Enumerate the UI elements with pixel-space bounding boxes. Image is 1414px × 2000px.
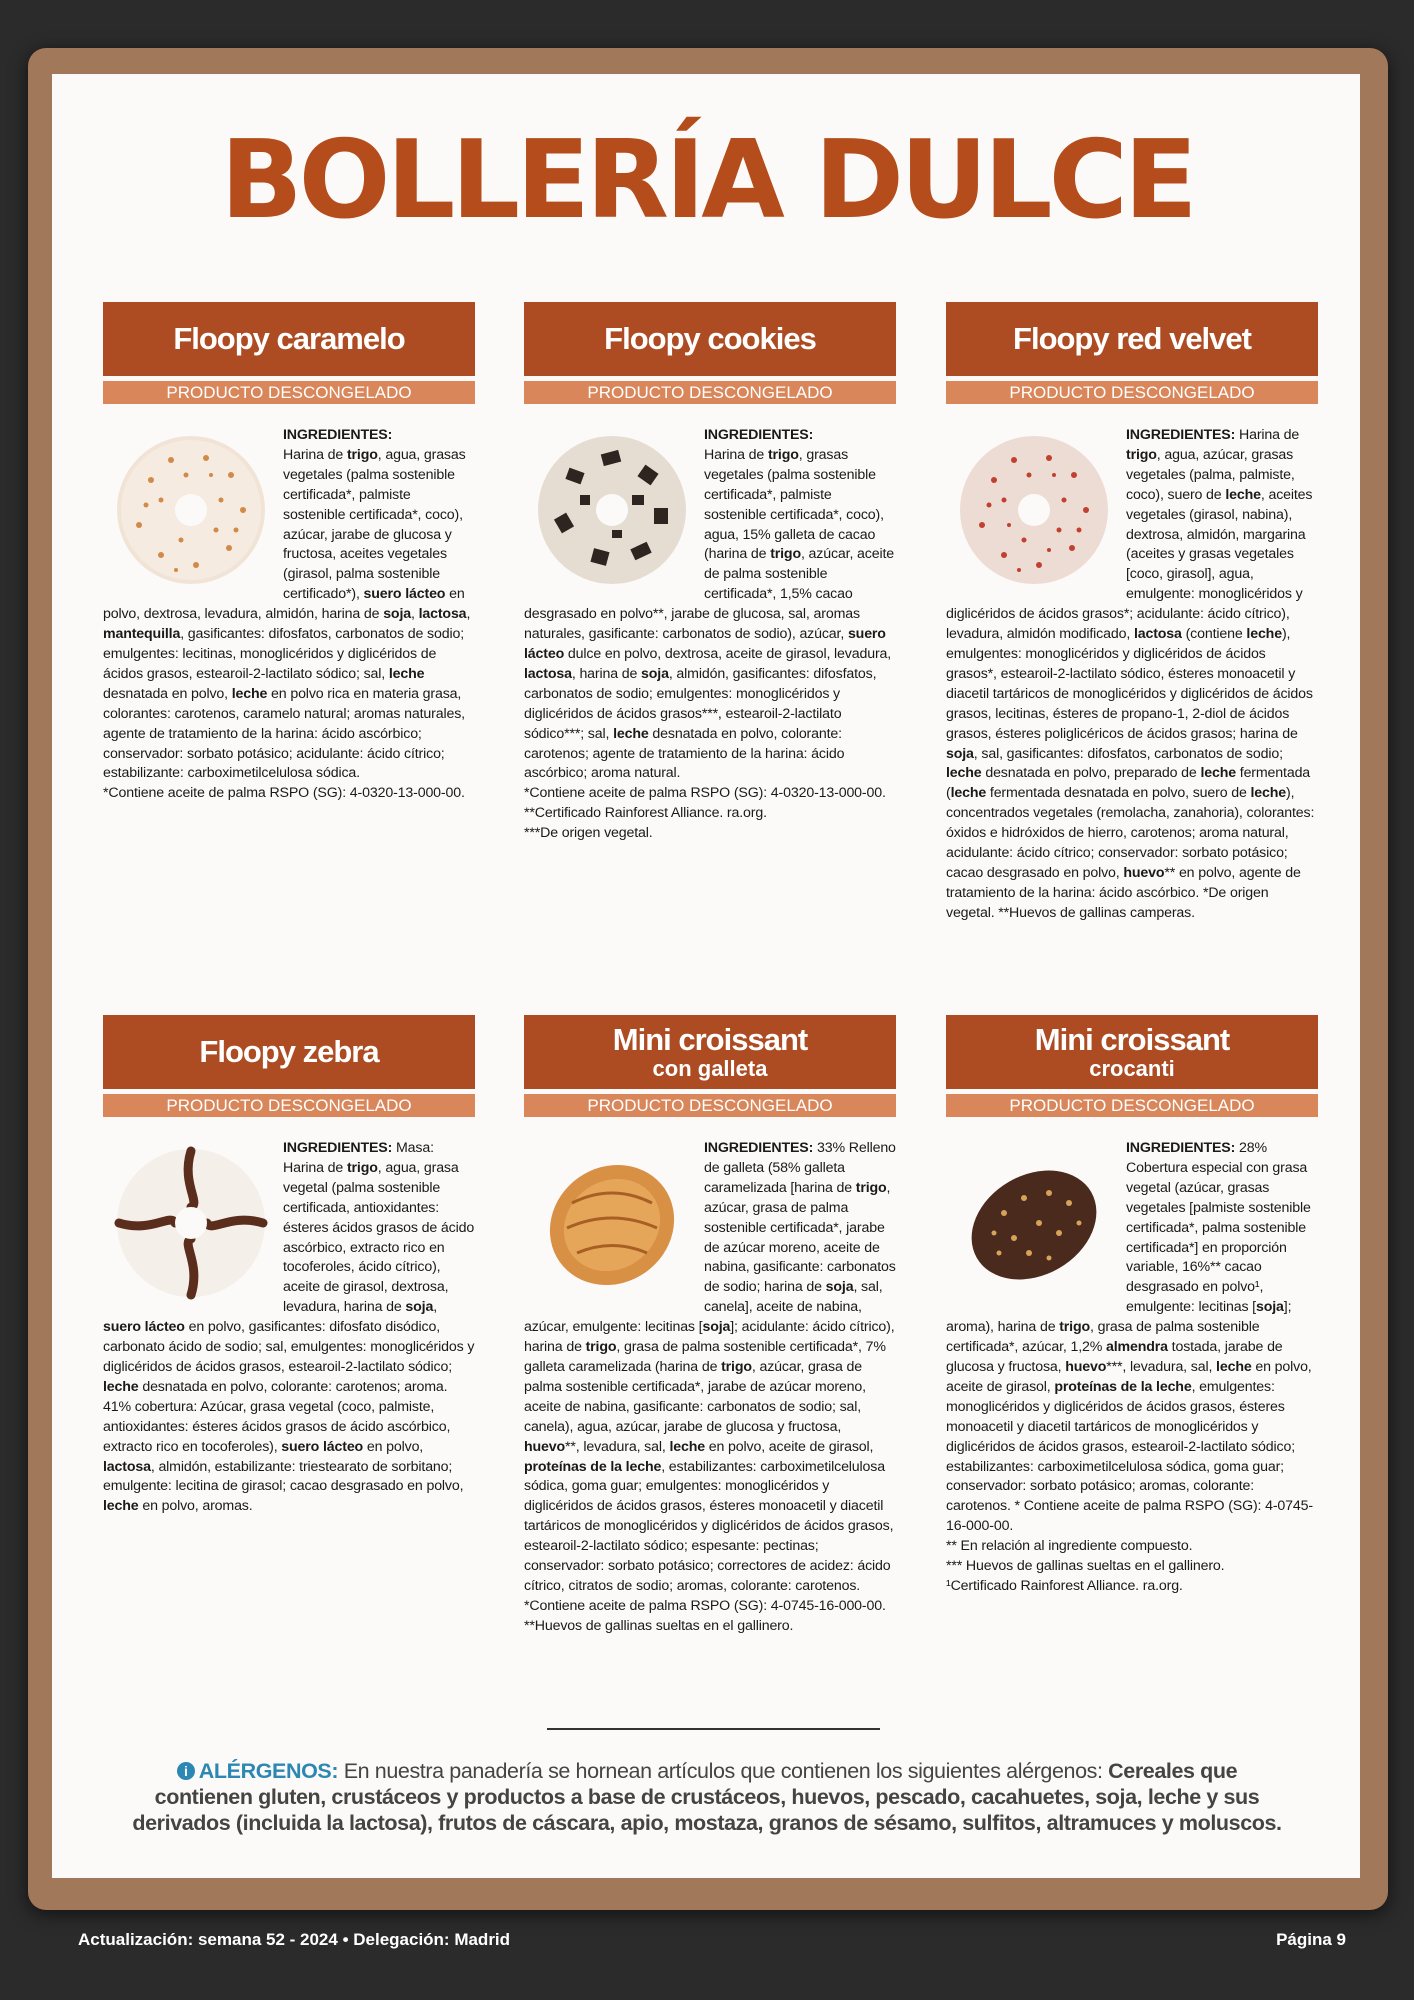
product-subtitle: con galleta — [652, 1056, 768, 1081]
product-name: Floopy red velvet — [1013, 321, 1251, 356]
donut-zebra-image — [111, 1143, 271, 1303]
card-header — [524, 302, 896, 376]
card-header — [524, 1015, 896, 1089]
divider — [547, 1728, 880, 1730]
product-name: Floopy caramelo — [173, 321, 405, 356]
product-card-mini-croissant-galleta — [524, 1015, 896, 1637]
donut-cookies-image — [532, 430, 692, 590]
ingredients-text: INGREDIENTES: Harina de trigo, grasas vegetales (palma sostenible certificada*, palmiste sostenible certificada*, coco), agua, 15% galleta de cacao (harina de trigo, azúcar, aceite de palma sostenible certificada*, 1,5% cacao desgrasado en polvo**, jarabe de glucosa, sal, aromas naturales, gasificante: carbonatos de sodio), azúcar, suero lácteo dulce en polvo, dextrosa, aceite de girasol, levadura, lactosa, harina de soja, almidón, gasificantes: difosfatos, carbonatos de sodio; emulgentes: monoglicéridos y diglicéridos de ácidos grasos***, estearoil-2-lactilato sódico***; sal, leche desnatada en polvo, colorante: carotenos; agente de tratamiento de la harina: ácido ascórbico; aroma natural. *Contiene aceite de palma RSPO (SG): 4-0320-13-000-00. **Certificado Rainforest Alliance. ra.org. ***De origen vegetal. — [524, 427, 894, 842]
ingredients-text: INGREDIENTES: 33% Relleno de galleta (58% galleta caramelizada [harina de trigo, azúcar, grasa de palma sostenible certificada*, jarabe de azúcar moreno, aceite de nabina, gasificante: carbonatos de sodio; harina de soja, sal, canela], aceite de nabina, azúcar, emulgente: lecitinas [soja]; acidulante: ácido cítrico), harina de trigo, grasa de palma sostenible certificada*, 7% galleta caramelizada (harina de trigo, azúcar, grasa de palma sostenible certificada*, jarabe de azúcar moreno, aceite de nabina, gasificante: carbonatos de sodio; sal, canela), agua, azúcar, jarabe de glucosa y fructosa, huevo**, levadura, sal, leche en polvo, aceite de girasol, proteínas de la leche, estabilizantes: carboximetilcelulosa sódica, goma guar; emulgentes: monoglicéridos y diglicéridos de ácidos grasos, ésteres monoacetil y diacetil tartáricos de monoglicéridos y diglicéridos de ácidos grasos, estearoil-2-lactilato sódico; espesante: pectinas; conservador: sorbato potásico; correctores de acidez: ácido cítrico, citratos de sodio; aromas, colorante: carotenos. *Contiene aceite de palma RSPO (SG): 4-0745-16-000-00. **Huevos de gallinas sueltas en el gallinero. — [524, 1140, 896, 1634]
allergens-notice — [130, 1758, 1284, 1836]
page-number: Página 9 — [1276, 1930, 1346, 1949]
page-title: BOLLERÍA DULCE — [220, 118, 1194, 243]
ingredients-text: INGREDIENTES: Harina de trigo, agua, grasas vegetales (palma sostenible certificada*, palmiste sostenible certificada*, coco), azúcar, jarabe de glucosa y fructosa, aceites vegetales (girasol, palma sostenible certificado*), suero lácteo en polvo, dextrosa, levadura, almidón, harina de soja, lactosa, mantequilla, gasificantes: difosfatos, carbonatos de sodio; emulgentes: lecitinas, monoglicéridos y diglicéridos de ácidos grasos, estearoil-2-lactilato sódico; sal, leche desnatada en polvo, leche en polvo rica en materia grasa, colorantes: carotenos, caramelo natural; aromas naturales, agente de tratamiento de la harina: ácido ascórbico; conservador: sorbato potásico; acidulante: ácido cítrico; estabilizante: carboximetilcelulosa sódica. *Contiene aceite de palma RSPO (SG): 4-0320-13-000-00. — [103, 427, 471, 802]
product-card-mini-croissant-crocanti — [946, 1015, 1318, 1597]
product-subtitle: crocanti — [1089, 1056, 1175, 1081]
status-badge: PRODUCTO DESCONGELADO — [524, 1094, 896, 1117]
product-name: Mini croissant — [612, 1022, 808, 1057]
allergens-list: Cereales que contienen gluten, crustáceos y productos a base de crustáceos, huevos, pescado, cacahuetes, soja, leche y sus derivados (incluida la lactosa), frutos de cáscara, apio, mostaza, granos de sésamo, sulfitos, altramuces y moluscos. — [132, 1759, 1282, 1835]
status-badge: PRODUCTO DESCONGELADO — [103, 381, 475, 404]
product-card-floopy-cookies — [524, 302, 896, 844]
product-card-floopy-zebra — [103, 1015, 475, 1517]
product-card-floopy-caramelo — [103, 302, 475, 804]
ingredients-text: INGREDIENTES: Masa: Harina de trigo, agua, grasa vegetal (palma sostenible certificada, antioxidantes: ésteres ácidos grasos de ácido ascórbico, extracto rico en tocoferoles, ácido cítrico), aceite de girasol, dextrosa, levadura, harina de soja, suero lácteo en polvo, gasificantes: difosfato disódico, carbonato ácido de sodio; sal, emulgentes: monoglicéridos y diglicéridos de ácidos grasos, estearoil-2-lactilato sódico; leche desnatada en polvo, colorante: carotenos; aroma. 41% cobertura: Azúcar, grasa vegetal (coco, palmiste, antioxidantes: ésteres ácidos grasos de ácido ascórbico, extracto rico en tocoferoles), suero lácteo en polvo, lactosa, almidón, estabilizante: triestearato de sorbitano; emulgente: lecitina de girasol; cacao desgrasado en polvo, leche en polvo, aromas. — [103, 1140, 475, 1515]
info-icon: i — [177, 1762, 195, 1780]
product-card-floopy-red-velvet — [946, 302, 1318, 924]
card-header — [103, 1015, 475, 1089]
croissant-crocanti-image — [954, 1143, 1114, 1303]
status-badge: PRODUCTO DESCONGELADO — [946, 381, 1318, 404]
allergens-intro: En nuestra panadería se hornean artículos que contienen los siguientes alérgenos: — [343, 1759, 1103, 1783]
status-badge: PRODUCTO DESCONGELADO — [103, 1094, 475, 1117]
ingredients-text: INGREDIENTES: 28% Cobertura especial con grasa vegetal (azúcar, grasas vegetales [palmiste sostenible certificada*, palma sostenible certificada*] en proporción variable, 16%** cacao desgrasado en polvo¹, emulgente: lecitinas [soja]; aroma), harina de trigo, grasa de palma sostenible certificada*, azúcar, 1,2% almendra tostada, jarabe de glucosa y fructosa, huevo***, levadura, sal, leche en polvo, aceite de girasol, proteínas de la leche, emulgentes: monoglicéridos y diglicéridos de ácidos grasos, ésteres monoacetil y diacetil tartáricos de monoglicéridos y diglicéridos de ácidos grasos, estearoil-2-lactilato sódico; estabilizantes: carboximetilcelulosa sódica, goma guar; conservador: sorbato potásico; aromas, colorante: carotenos. * Contiene aceite de palma RSPO (SG): 4-0745-16-000-00. ** En relación al ingrediente compuesto. *** Huevos de gallinas sueltas en el gallinero. ¹Certificado Rainforest Alliance. ra.org. — [946, 1140, 1313, 1594]
card-header — [946, 1015, 1318, 1089]
card-header — [103, 302, 475, 376]
donut-red-velvet-image — [954, 430, 1114, 590]
allergens-label: ALÉRGENOS: — [198, 1759, 339, 1783]
ingredients-text: INGREDIENTES: Harina de trigo, agua, azúcar, grasas vegetales (palma, palmiste, coco), suero de leche, aceites vegetales (girasol, nabina), dextrosa, almidón, margarina (aceites y grasas vegetales [coco, girasol], agua, emulgente: monoglicéridos y diglicéridos de ácidos grasos*; acidulante: ácido cítrico), levadura, almidón modificado, lactosa (contiene leche), emulgentes: monoglicéridos y diglicéridos de ácidos grasos*, estearoil-2-lactilato sódico, ésteres monoacetil y diacetil tartáricos de monoglicéridos y diglicéridos de ácidos grasos, lecitinas, ésteres de propano-1, 2-diol de ácidos grasos, ésteres poliglicéricos de ácidos grasos; harina de soja, sal, gasificantes: difosfatos, carbonatos de sodio; leche desnatada en polvo, preparado de leche fermentada (leche fermentada desnatada en polvo, suero de leche), concentrados vegetales (remolacha, zanahoria), colorantes: óxidos e hidróxidos de hierro, carotenos; aroma natural, acidulante: ácido cítrico; conservador: sorbato potásico; cacao desgrasado en polvo, huevo** en polvo, agente de tratamiento de la harina: ácido ascórbico. *De origen vegetal. **Huevos de gallinas camperas. — [946, 427, 1315, 921]
donut-caramel-image — [111, 430, 271, 590]
footer-update-info: Actualización: semana 52 - 2024 • Delegación: Madrid — [78, 1930, 511, 1949]
status-badge: PRODUCTO DESCONGELADO — [946, 1094, 1318, 1117]
croissant-galleta-image — [532, 1143, 692, 1303]
product-name: Floopy cookies — [604, 321, 816, 356]
card-header — [946, 302, 1318, 376]
product-name: Floopy zebra — [199, 1034, 379, 1069]
status-badge: PRODUCTO DESCONGELADO — [524, 381, 896, 404]
product-name: Mini croissant — [1034, 1022, 1230, 1057]
